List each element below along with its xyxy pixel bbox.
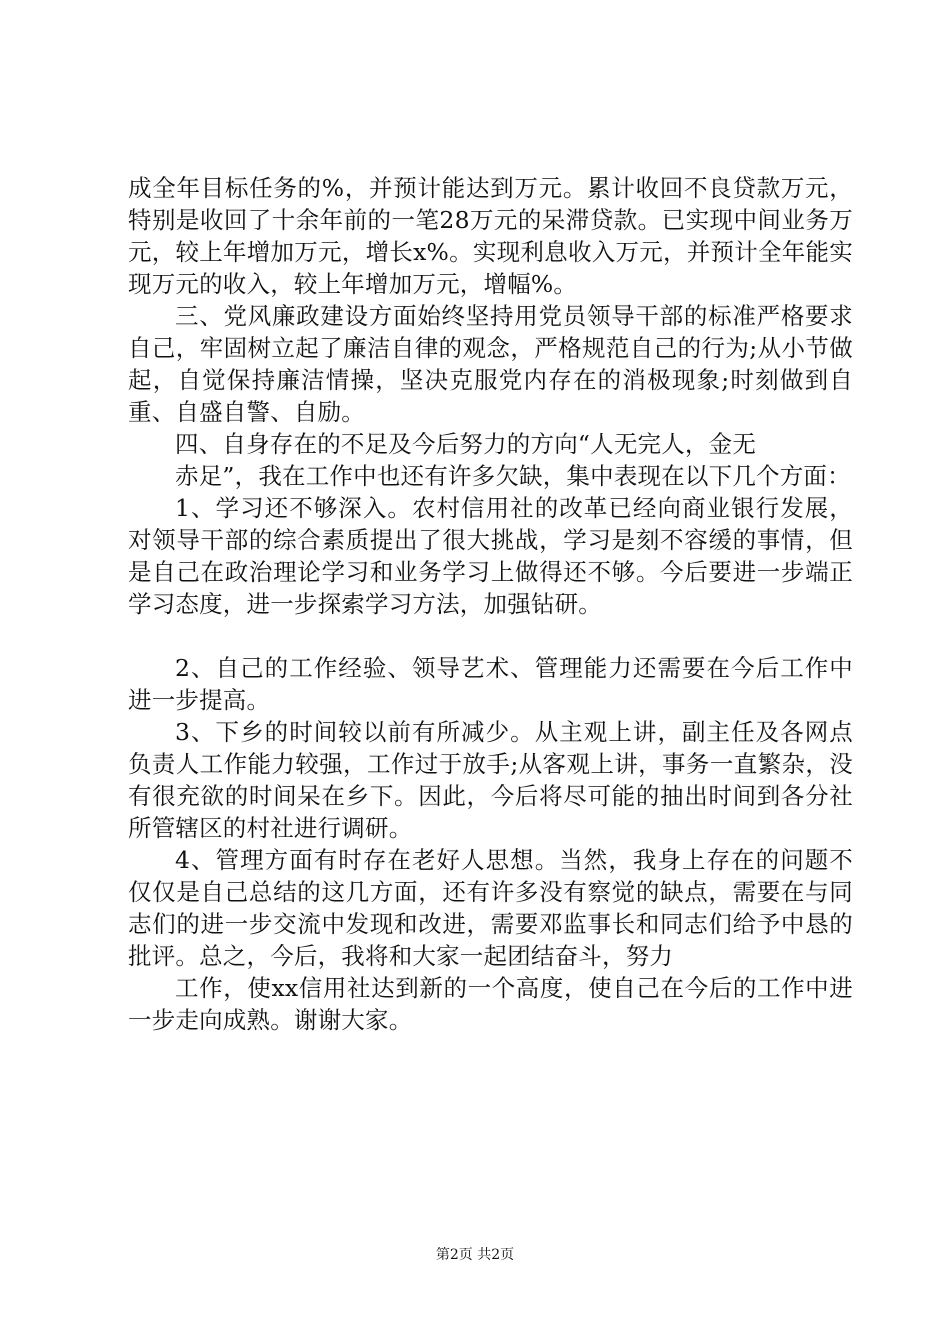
- paragraph-shortcomings-intro: 赤足”，我在工作中也还有许多欠缺，集中表现在以下几个方面：: [175, 462, 851, 490]
- paragraph-targets-summary: 成全年目标任务的%，并预计能达到万元。累计收回不良贷款万元，特别是收回了十余年前的一笔28万元的呆滞贷款。已实现中间业务万元，较上年增加万元，增长x%。实现利息收入万元，并预计全年能实现万元的收入，较上年增加万元，增幅%。: [128, 174, 853, 298]
- paragraph-closing: 工作，使xx信用社达到新的一个高度，使自己在今后的工作中进一步走向成熟。谢谢大家。: [128, 974, 853, 1034]
- document-body: [128, 172, 853, 1036]
- paragraph-item-4: 4、管理方面有时存在老好人思想。当然，我身上存在的问题不仅仅是自己总结的这几方面，还有许多没有察觉的缺点，需要在与同志们的进一步交流中发现和改进，需要邓监事长和同志们给予中恳的批评。总之，今后，我将和大家一起团结奋斗，努力: [128, 846, 853, 970]
- page-footer: 第2页 共2页: [435, 1247, 515, 1263]
- paragraph-item-2: 2、自己的工作经验、领导艺术、管理能力还需要在今后工作中进一步提高。: [128, 654, 853, 714]
- paragraph-shortcomings-heading: 四、自身存在的不足及今后努力的方向“人无完人，金无: [175, 430, 757, 458]
- paragraph-integrity: 三、党风廉政建设方面始终坚持用党员领导干部的标准严格要求自己，牢固树立起了廉洁自律的观念，严格规范自己的行为;从小节做起，自觉保持廉洁情操，坚决克服党内存在的消极现象;时刻做到自重、自盛自警、自励。: [128, 302, 853, 426]
- paragraph-item-3: 3、下乡的时间较以前有所减少。从主观上讲，副主任及各网点负责人工作能力较强，工作过于放手;从客观上讲，事务一直繁杂，没有很充欲的时间呆在乡下。因此，今后将尽可能的抽出时间到各分社所管辖区的村社进行调研。: [128, 718, 853, 842]
- paragraph-item-1: 1、学习还不够深入。农村信用社的改革已经向商业银行发展，对领导干部的综合素质提出了很大挑战，学习是刻不容缓的事情，但是自己在政治理论学习和业务学习上做得还不够。今后要进一步端正学习态度，进一步探索学习方法，加强钻研。: [128, 494, 853, 618]
